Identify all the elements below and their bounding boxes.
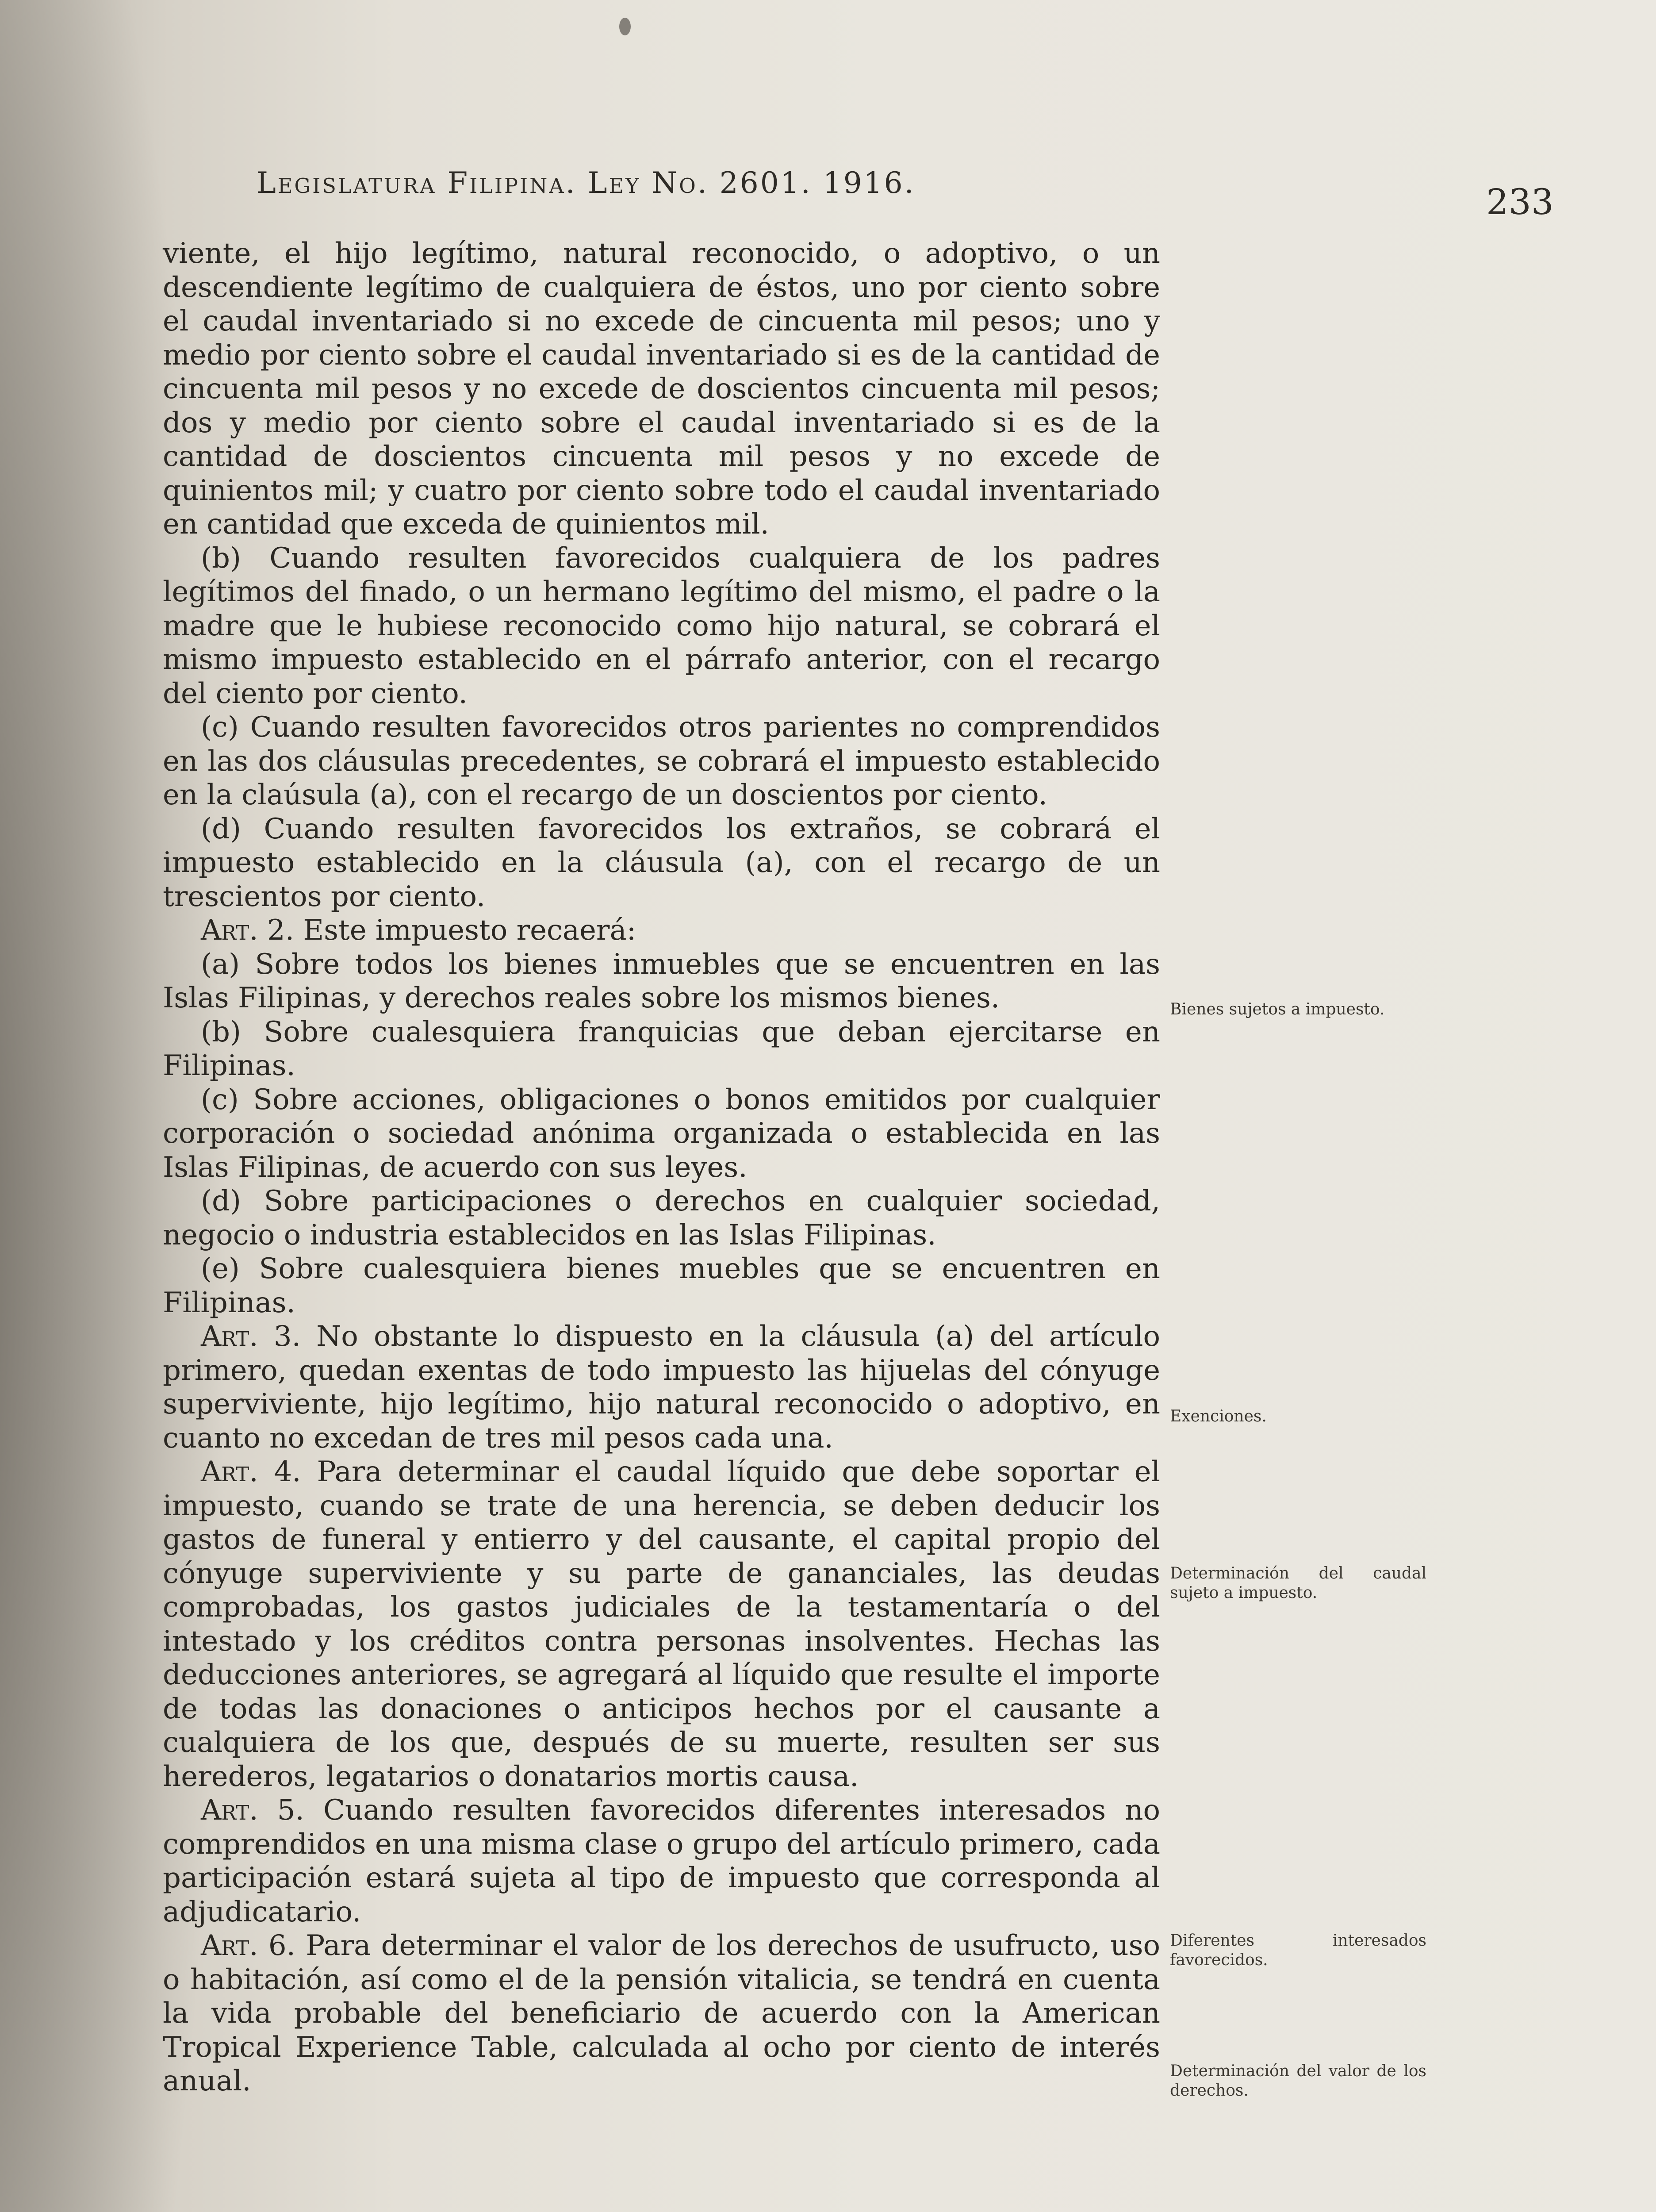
article-paragraph: Art. 2. Este impuesto recaerá: [201,914,636,947]
margin-note: Bienes sujetos a impuesto. [1170,1000,1385,1018]
paragraph: viente, el hijo legítimo, natural reconocido, o adoptivo, o un descendiente legítimo de cualquiera de éstos, uno por ciento sobre el caudal inventariado si no excede de cincuenta mil pesos; uno y medio por ciento sobre el caudal inventariado si es de la cantidad de cincuenta mil pesos y no excede de doscientos cincuenta mil pesos; dos y medio por ciento sobre el caudal inventariado si es de la cantidad de doscientos cincuenta mil pesos y no excede de quinientos mil; y cuatro por ciento sobre todo el caudal inventariado en cantidad que exceda de quinientos mil. [163,237,1160,541]
paragraph: (a) Sobre todos los bienes inmuebles que se encuentren en las Islas Filipinas, y derechos reales sobre los mismos bienes. [163,948,1160,1014]
margin-note: Diferentes interesados favorecidos. [1170,1932,1426,1969]
article-label: Art. 4. [201,1455,301,1488]
article-label: Art. 5. [201,1794,304,1827]
paragraph: (b) Cuando resulten favorecidos cualquiera de los padres legítimos del finado, o un hermano legítimo del mismo, el padre o la madre que le hubiese reconocido como hijo natural, se cobrará el mismo impuesto establecido en el párrafo anterior, con el recargo del ciento por ciento. [163,541,1160,710]
article-label: Art. 3. [201,1320,301,1353]
article-label: Art. 2. [201,914,295,947]
paragraph: (b) Sobre cualesquiera franquicias que deban ejercitarse en Filipinas. [163,1015,1160,1082]
paragraph: (e) Sobre cualesquiera bienes muebles que se encuentren en Filipinas. [163,1252,1160,1319]
article-paragraph: Art. 3. No obstante lo dispuesto en la cláusula (a) del artículo primero, quedan exentas de todo impuesto las hijuelas del cónyuge superviviente, hijo legítimo, hijo natural reconocido o adoptivo, en cuanto no excedan de tres mil pesos cada una. [163,1320,1160,1455]
article-paragraph: Art. 6. Para determinar el valor de los derechos de usufructo, uso o habitación, así como el de la pensión vitalicia, se tendrá en cuenta la vida probable del beneficiario de acuerdo con la American Tropical Experience Table, calculada al ocho por ciento de interés anual. [163,1929,1161,2097]
running-header: Legislatura Filipina. Ley No. 2601. 1916. [257,166,916,200]
margin-note: Determinación del caudal sujeto a impuesto. [1170,1564,1426,1602]
article-paragraph: Art. 5. Cuando resulten favorecidos diferentes interesados no comprendidos en una misma clase o grupo del artículo primero, cada participación estará sujeta al tipo de impuesto que corresponda al adjudicatario. [163,1794,1160,1928]
ink-speck [619,18,631,35]
paragraph: (d) Sobre participaciones o derechos en cualquier sociedad, negocio o industria establecidos en las Islas Filipinas. [163,1185,1160,1252]
main-text [163,237,1160,2098]
margin-note: Determinación del valor de los derechos. [1170,2062,1426,2100]
page-number: 233 [1486,181,1554,223]
paragraph: (c) Cuando resulten favorecidos otros parientes no comprendidos en las dos cláusulas precedentes, se cobrará el impuesto establecido en la claúsula (a), con el recargo de un doscientos por ciento. [163,711,1160,811]
article-label: Art. 6. [201,1929,295,1962]
paragraph: (c) Sobre acciones, obligaciones o bonos emitidos por cualquier corporación o sociedad anónima organizada o establecida en las Islas Filipinas, de acuerdo con sus leyes. [163,1083,1160,1184]
paragraph: (d) Cuando resulten favorecidos los extraños, se cobrará el impuesto establecido en la cláusula (a), con el recargo de un trescientos por ciento. [163,812,1160,913]
article-paragraph: Art. 4. Para determinar el caudal líquido que debe soportar el impuesto, cuando se trate de una herencia, se deben deducir los gastos de funeral y entierro y del causante, el capital propio del cónyuge superviviente y su parte de gananciales, las deudas comprobadas, los gastos judiciales de la testamentaría o del intestado y los créditos contra personas insolventes. Hechas las deducciones anteriores, se agregará al líquido que resulte el importe de todas las donaciones o anticipos hechos por el causante a cualquiera de los que, después de su muerte, resulten ser sus herederos, legatarios o donatarios mortis causa. [163,1455,1161,1793]
margin-note: Exenciones. [1170,1407,1267,1425]
